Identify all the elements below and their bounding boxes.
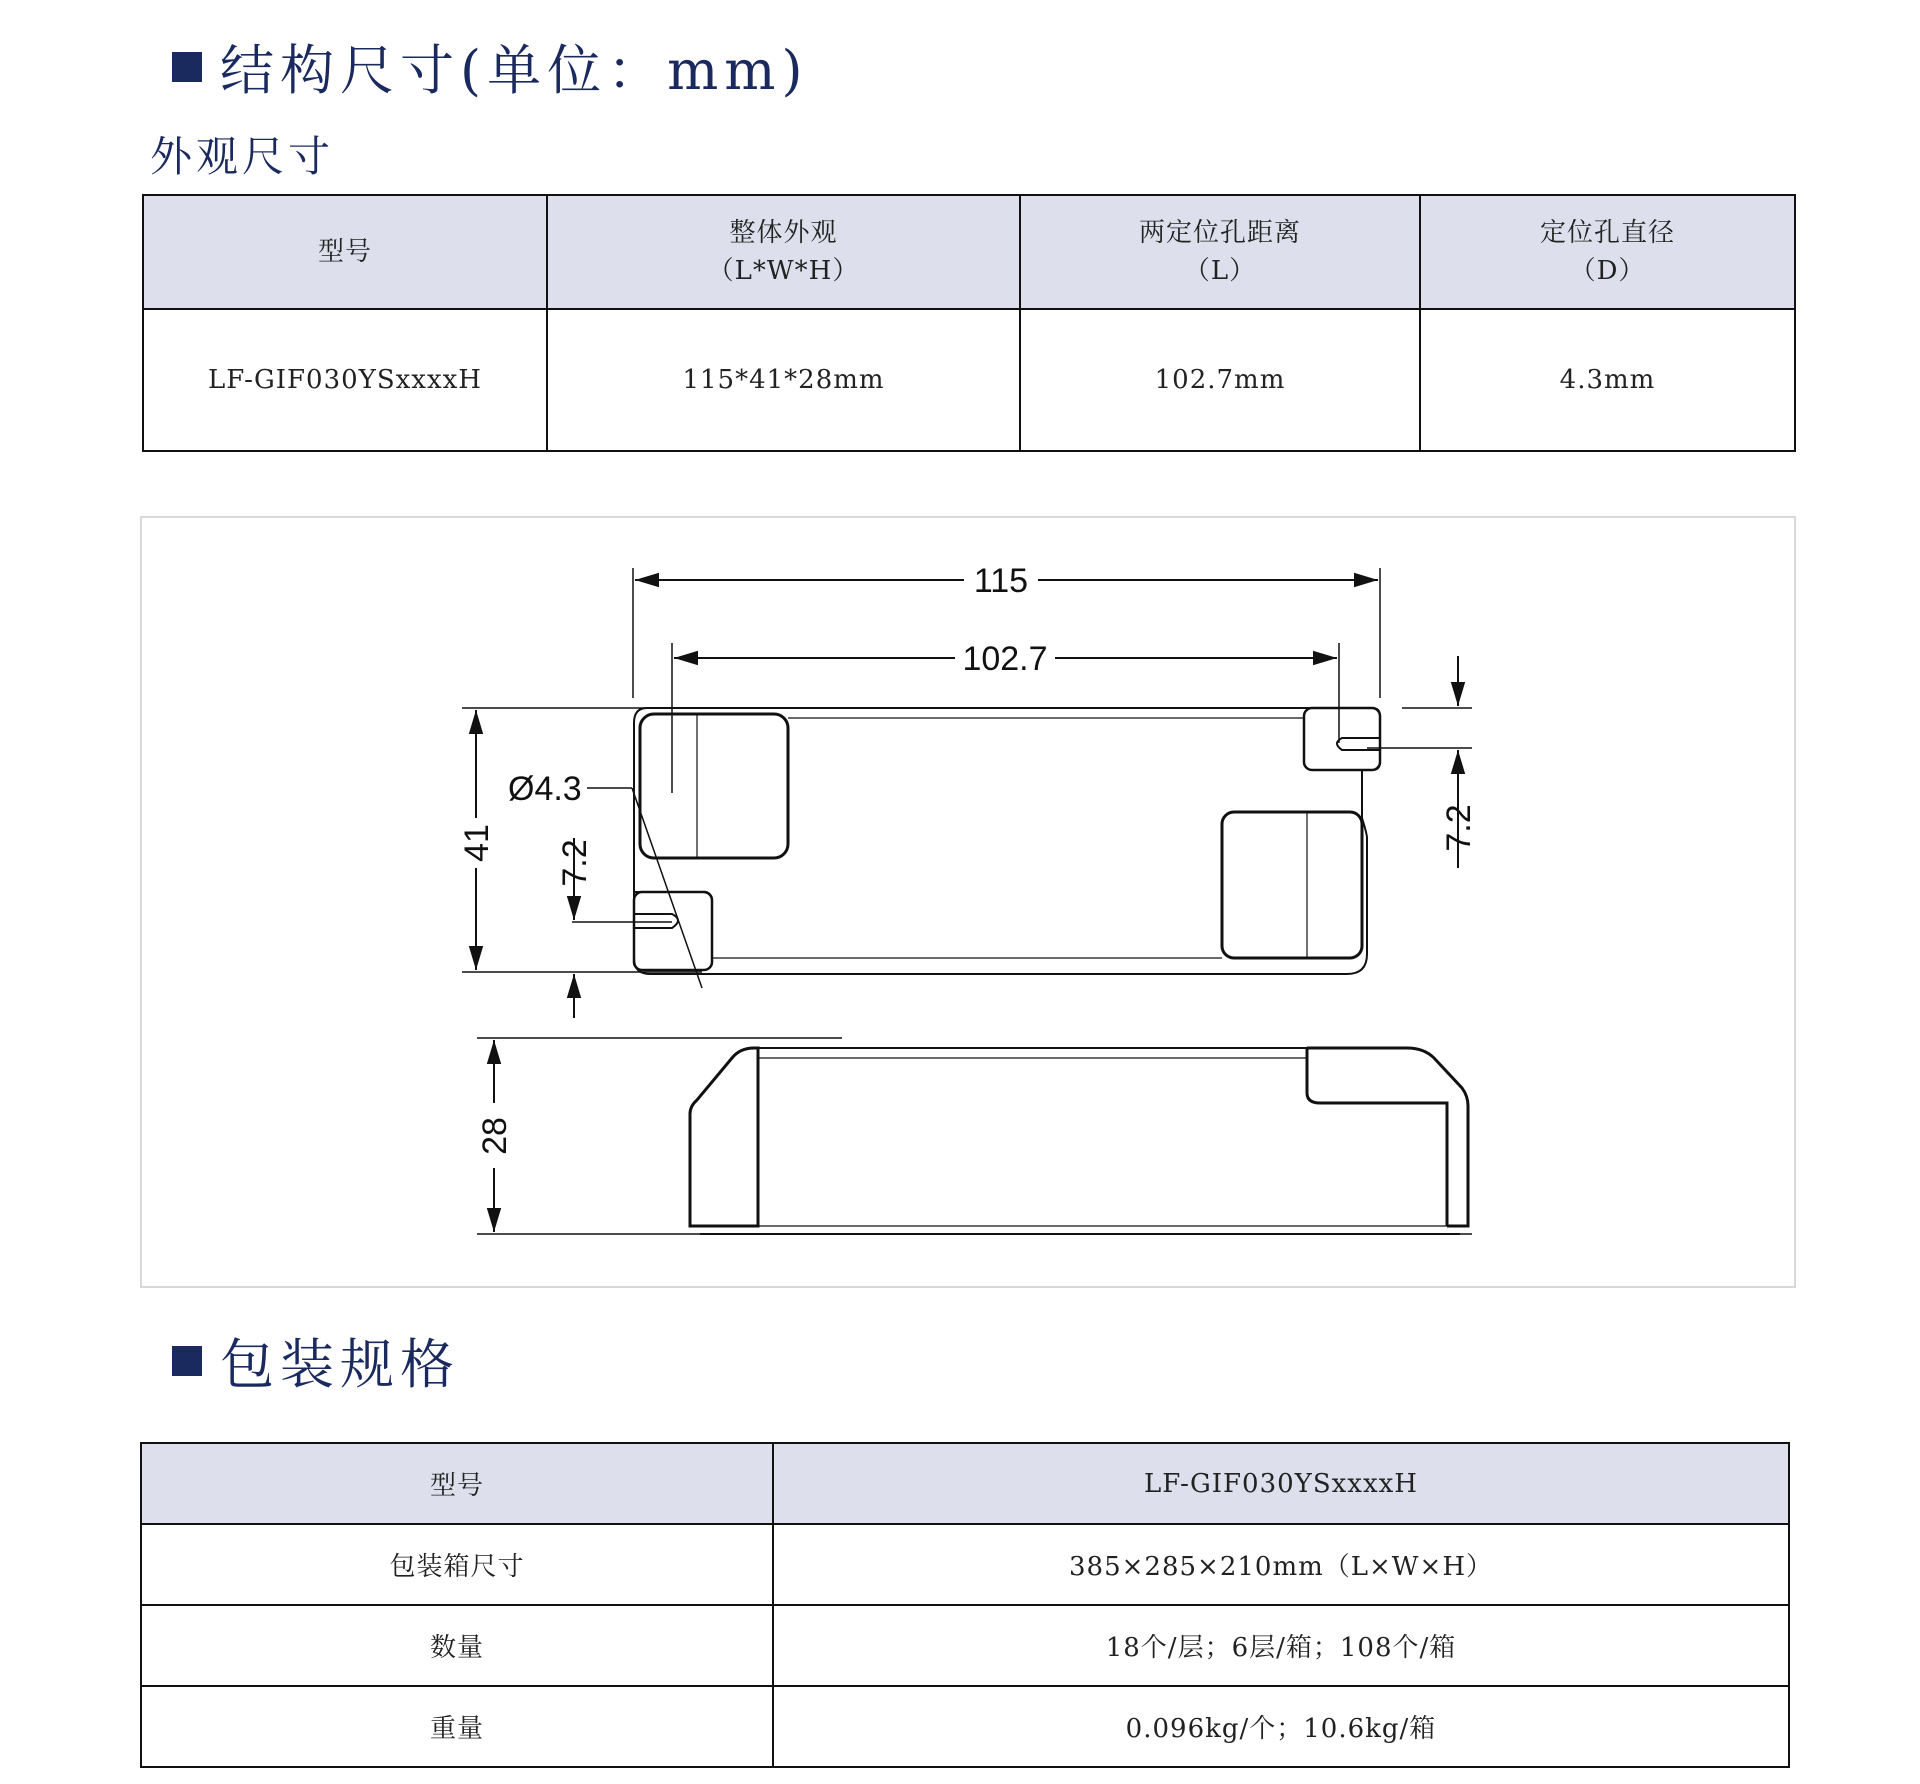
dimension-drawing-svg bbox=[142, 518, 1794, 1286]
section-packaging-title bbox=[172, 1322, 460, 1399]
header-overall-label: 整体外观 bbox=[729, 218, 838, 248]
cell-hole-spacing: 102.7mm bbox=[1020, 309, 1420, 451]
section-structure-title bbox=[172, 28, 809, 105]
packaging-table bbox=[140, 1442, 1790, 1768]
cell-hole-diameter: 4.3mm bbox=[1420, 309, 1795, 451]
header-overall-unit: （L*W*H） bbox=[707, 256, 860, 286]
packaging-row-value: 18个/层；6层/箱；108个/箱 bbox=[773, 1605, 1789, 1686]
cell-overall: 115*41*28mm bbox=[547, 309, 1020, 451]
packaging-row-label: 重量 bbox=[141, 1686, 773, 1767]
packaging-row-value: 385×285×210mm（L×W×H） bbox=[773, 1524, 1789, 1605]
header-hole-spacing bbox=[1020, 195, 1420, 309]
dim-hole-spacing-label: 102.7 bbox=[962, 640, 1048, 678]
header-hole-diameter-label: 定位孔直径 bbox=[1539, 218, 1675, 248]
header-overall bbox=[547, 195, 1020, 309]
square-bullet-icon bbox=[172, 52, 202, 82]
dim-left-hole-offset-label: 7.2 bbox=[556, 839, 594, 887]
packaging-row-quantity bbox=[141, 1605, 1789, 1686]
packaging-header-row bbox=[141, 1443, 1789, 1524]
section-structure-title-text: 结构尺寸(单位：mm) bbox=[220, 39, 809, 102]
dimensions-header-row bbox=[143, 195, 1795, 309]
appearance-dimensions-subtitle: 外观尺寸 bbox=[150, 132, 335, 181]
packaging-header-label: 型号 bbox=[141, 1443, 773, 1524]
dim-length-label: 115 bbox=[973, 562, 1029, 600]
packaging-row-box-size bbox=[141, 1524, 1789, 1605]
packaging-row-label: 数量 bbox=[141, 1605, 773, 1686]
cell-model: LF-GIF030YSxxxxH bbox=[143, 309, 547, 451]
dim-width-label: 41 bbox=[458, 824, 496, 862]
section-packaging-title-text: 包装规格 bbox=[220, 1333, 460, 1396]
packaging-row-value: 0.096kg/个；10.6kg/箱 bbox=[773, 1686, 1789, 1767]
header-hole-diameter-unit: （D） bbox=[1569, 256, 1646, 286]
dim-height-label: 28 bbox=[476, 1117, 514, 1155]
dim-right-hole-offset-label: 7.2 bbox=[1440, 804, 1478, 852]
header-model bbox=[143, 195, 547, 309]
dimension-drawing bbox=[140, 516, 1796, 1288]
header-hole-diameter bbox=[1420, 195, 1795, 309]
packaging-row-weight bbox=[141, 1686, 1789, 1767]
header-hole-spacing-unit: （L） bbox=[1183, 256, 1257, 286]
dimensions-table bbox=[142, 194, 1796, 452]
packaging-header-value: LF-GIF030YSxxxxH bbox=[773, 1443, 1789, 1524]
square-bullet-icon bbox=[172, 1346, 202, 1376]
dim-hole-diameter-label: Ø4.3 bbox=[508, 770, 582, 808]
packaging-row-label: 包装箱尺寸 bbox=[141, 1524, 773, 1605]
header-hole-spacing-label: 两定位孔距离 bbox=[1138, 218, 1301, 248]
dimensions-data-row bbox=[143, 309, 1795, 451]
header-model-label: 型号 bbox=[317, 237, 372, 267]
